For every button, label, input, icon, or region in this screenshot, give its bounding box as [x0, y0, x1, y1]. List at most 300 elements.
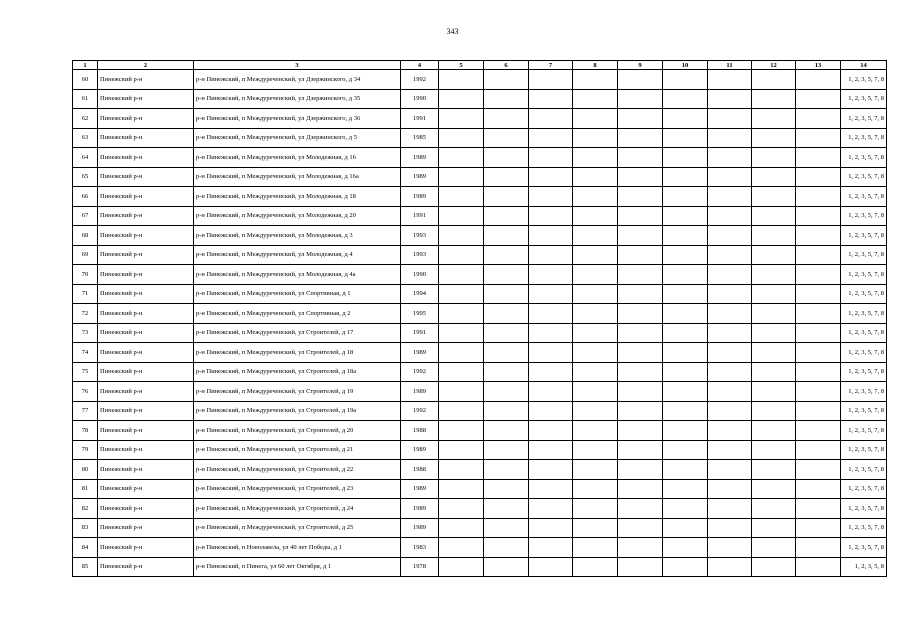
empty-cell-col-13: [796, 362, 841, 382]
codes-cell: 1, 2, 3, 5, 7, 8: [841, 109, 887, 129]
year-cell: 1993: [401, 245, 439, 265]
empty-cell-col-12: [752, 265, 796, 285]
empty-cell-col-11: [708, 70, 752, 90]
empty-cell-col-8: [573, 167, 618, 187]
empty-cell-col-11: [708, 557, 752, 577]
empty-cell-col-5: [439, 167, 484, 187]
empty-cell-col-5: [439, 401, 484, 421]
empty-cell-col-11: [708, 284, 752, 304]
empty-cell-col-12: [752, 557, 796, 577]
row-number: 65: [73, 167, 98, 187]
empty-cell-col-7: [529, 245, 573, 265]
empty-cell-col-9: [618, 557, 663, 577]
empty-cell-col-12: [752, 518, 796, 538]
table-row: [73, 440, 887, 460]
empty-cell-col-13: [796, 343, 841, 363]
district-cell: Пинежский р-н: [98, 401, 194, 421]
row-number: 79: [73, 440, 98, 460]
empty-cell-col-11: [708, 343, 752, 363]
empty-cell-col-11: [708, 167, 752, 187]
empty-cell-col-5: [439, 226, 484, 246]
year-cell: 1990: [401, 89, 439, 109]
empty-cell-col-6: [484, 304, 529, 324]
empty-cell-col-11: [708, 401, 752, 421]
year-cell: 1989: [401, 148, 439, 168]
empty-cell-col-6: [484, 343, 529, 363]
column-header-1: 1: [73, 61, 98, 70]
empty-cell-col-6: [484, 70, 529, 90]
year-cell: 1978: [401, 557, 439, 577]
empty-cell-col-12: [752, 70, 796, 90]
empty-cell-col-10: [663, 518, 708, 538]
empty-cell-col-9: [618, 538, 663, 558]
table-row: [73, 479, 887, 499]
empty-cell-col-9: [618, 70, 663, 90]
codes-cell: 1, 2, 3, 5, 7, 8: [841, 518, 887, 538]
empty-cell-col-9: [618, 518, 663, 538]
empty-cell-col-10: [663, 421, 708, 441]
empty-cell-col-5: [439, 245, 484, 265]
table-row: [73, 460, 887, 480]
empty-cell-col-7: [529, 187, 573, 207]
table-row: [73, 128, 887, 148]
empty-cell-col-8: [573, 343, 618, 363]
column-header-6: 6: [484, 61, 529, 70]
row-number: 78: [73, 421, 98, 441]
empty-cell-col-11: [708, 518, 752, 538]
table-row: [73, 304, 887, 324]
empty-cell-col-13: [796, 538, 841, 558]
year-cell: 1991: [401, 323, 439, 343]
row-number: 66: [73, 187, 98, 207]
codes-cell: 1, 2, 3, 5, 7, 8: [841, 382, 887, 402]
district-cell: Пинежский р-н: [98, 109, 194, 129]
empty-cell-col-6: [484, 557, 529, 577]
empty-cell-col-9: [618, 304, 663, 324]
empty-cell-col-12: [752, 187, 796, 207]
empty-cell-col-5: [439, 187, 484, 207]
empty-cell-col-5: [439, 323, 484, 343]
codes-cell: 1, 2, 3, 5, 7, 8: [841, 401, 887, 421]
empty-cell-col-12: [752, 421, 796, 441]
empty-cell-col-7: [529, 362, 573, 382]
empty-cell-col-11: [708, 206, 752, 226]
row-number: 64: [73, 148, 98, 168]
table-row: [73, 206, 887, 226]
empty-cell-col-6: [484, 226, 529, 246]
empty-cell-col-9: [618, 226, 663, 246]
row-number: 74: [73, 343, 98, 363]
table-row: [73, 401, 887, 421]
empty-cell-col-9: [618, 148, 663, 168]
address-cell: р-н Пинежский, п Междуреченский, ул Молодежная, д 3: [194, 226, 401, 246]
address-cell: р-н Пинежский, п Междуреченский, ул Молодежная, д 4: [194, 245, 401, 265]
empty-cell-col-13: [796, 70, 841, 90]
empty-cell-col-12: [752, 148, 796, 168]
empty-cell-col-12: [752, 304, 796, 324]
empty-cell-col-7: [529, 284, 573, 304]
empty-cell-col-5: [439, 206, 484, 226]
empty-cell-col-6: [484, 440, 529, 460]
empty-cell-col-6: [484, 187, 529, 207]
empty-cell-col-13: [796, 128, 841, 148]
empty-cell-col-8: [573, 128, 618, 148]
empty-cell-col-13: [796, 557, 841, 577]
empty-cell-col-5: [439, 89, 484, 109]
column-header-3: 3: [194, 61, 401, 70]
codes-cell: 1, 2, 3, 5, 7, 8: [841, 362, 887, 382]
codes-cell: 1, 2, 3, 5, 7, 8: [841, 343, 887, 363]
empty-cell-col-7: [529, 109, 573, 129]
empty-cell-col-8: [573, 187, 618, 207]
empty-cell-col-8: [573, 479, 618, 499]
empty-cell-col-5: [439, 148, 484, 168]
empty-cell-col-11: [708, 382, 752, 402]
column-header-7: 7: [529, 61, 573, 70]
empty-cell-col-6: [484, 128, 529, 148]
empty-cell-col-7: [529, 265, 573, 285]
table-row: [73, 167, 887, 187]
row-number: 73: [73, 323, 98, 343]
empty-cell-col-12: [752, 206, 796, 226]
empty-cell-col-13: [796, 226, 841, 246]
empty-cell-col-6: [484, 518, 529, 538]
empty-cell-col-6: [484, 109, 529, 129]
codes-cell: 1, 2, 3, 5, 7, 8: [841, 245, 887, 265]
district-cell: Пинежский р-н: [98, 128, 194, 148]
empty-cell-col-12: [752, 245, 796, 265]
empty-cell-col-9: [618, 460, 663, 480]
empty-cell-col-13: [796, 187, 841, 207]
empty-cell-col-6: [484, 167, 529, 187]
empty-cell-col-10: [663, 148, 708, 168]
empty-cell-col-13: [796, 89, 841, 109]
codes-cell: 1, 2, 3, 5, 7, 8: [841, 479, 887, 499]
row-number: 72: [73, 304, 98, 324]
year-cell: 1992: [401, 70, 439, 90]
empty-cell-col-9: [618, 167, 663, 187]
codes-cell: 1, 2, 3, 5, 7, 8: [841, 89, 887, 109]
empty-cell-col-13: [796, 421, 841, 441]
empty-cell-col-11: [708, 109, 752, 129]
table-row: [73, 265, 887, 285]
empty-cell-col-5: [439, 499, 484, 519]
column-header-2: 2: [98, 61, 194, 70]
empty-cell-col-10: [663, 245, 708, 265]
empty-cell-col-5: [439, 343, 484, 363]
empty-cell-col-10: [663, 187, 708, 207]
district-cell: Пинежский р-н: [98, 460, 194, 480]
empty-cell-col-10: [663, 479, 708, 499]
empty-cell-col-7: [529, 226, 573, 246]
year-cell: 1989: [401, 499, 439, 519]
empty-cell-col-6: [484, 245, 529, 265]
empty-cell-col-13: [796, 323, 841, 343]
empty-cell-col-5: [439, 557, 484, 577]
address-cell: р-н Пинежский, п Междуреченский, ул Спортивная, д 1: [194, 284, 401, 304]
empty-cell-col-12: [752, 382, 796, 402]
empty-cell-col-8: [573, 226, 618, 246]
empty-cell-col-8: [573, 109, 618, 129]
empty-cell-col-13: [796, 109, 841, 129]
district-cell: Пинежский р-н: [98, 518, 194, 538]
empty-cell-col-6: [484, 362, 529, 382]
empty-cell-col-8: [573, 362, 618, 382]
codes-cell: 1, 2, 3, 5, 7, 8: [841, 70, 887, 90]
address-cell: р-н Пинежский, п Междуреченский, ул Строителей, д 22: [194, 460, 401, 480]
empty-cell-col-8: [573, 284, 618, 304]
empty-cell-col-10: [663, 109, 708, 129]
empty-cell-col-6: [484, 401, 529, 421]
year-cell: 1985: [401, 128, 439, 148]
district-cell: Пинежский р-н: [98, 421, 194, 441]
district-cell: Пинежский р-н: [98, 245, 194, 265]
district-cell: Пинежский р-н: [98, 382, 194, 402]
empty-cell-col-11: [708, 538, 752, 558]
year-cell: 1993: [401, 226, 439, 246]
empty-cell-col-11: [708, 421, 752, 441]
empty-cell-col-7: [529, 538, 573, 558]
table-row: [73, 187, 887, 207]
address-cell: р-н Пинежский, п Междуреченский, ул Строителей, д 17: [194, 323, 401, 343]
empty-cell-col-10: [663, 401, 708, 421]
empty-cell-col-5: [439, 382, 484, 402]
empty-cell-col-7: [529, 343, 573, 363]
column-header-8: 8: [573, 61, 618, 70]
empty-cell-col-7: [529, 70, 573, 90]
year-cell: 1989: [401, 440, 439, 460]
table-row: [73, 421, 887, 441]
address-cell: р-н Пинежский, п Междуреченский, ул Молодежная, д 20: [194, 206, 401, 226]
table-row: [73, 109, 887, 129]
empty-cell-col-5: [439, 479, 484, 499]
table-row: [73, 382, 887, 402]
column-header-11: 11: [708, 61, 752, 70]
empty-cell-col-7: [529, 128, 573, 148]
empty-cell-col-13: [796, 382, 841, 402]
district-cell: Пинежский р-н: [98, 70, 194, 90]
year-cell: 1988: [401, 421, 439, 441]
table-row: [73, 245, 887, 265]
year-cell: 1991: [401, 109, 439, 129]
empty-cell-col-9: [618, 284, 663, 304]
year-cell: 1995: [401, 304, 439, 324]
year-cell: 1989: [401, 343, 439, 363]
empty-cell-col-8: [573, 421, 618, 441]
column-header-10: 10: [663, 61, 708, 70]
empty-cell-col-6: [484, 265, 529, 285]
empty-cell-col-11: [708, 265, 752, 285]
row-number: 60: [73, 70, 98, 90]
empty-cell-col-7: [529, 518, 573, 538]
empty-cell-col-12: [752, 323, 796, 343]
empty-cell-col-9: [618, 382, 663, 402]
empty-cell-col-5: [439, 538, 484, 558]
empty-cell-col-6: [484, 479, 529, 499]
empty-cell-col-5: [439, 518, 484, 538]
address-cell: р-н Пинежский, п Междуреченский, ул Строителей, д 19: [194, 382, 401, 402]
empty-cell-col-8: [573, 245, 618, 265]
row-number: 77: [73, 401, 98, 421]
empty-cell-col-10: [663, 304, 708, 324]
empty-cell-col-11: [708, 226, 752, 246]
empty-cell-col-10: [663, 70, 708, 90]
empty-cell-col-10: [663, 265, 708, 285]
empty-cell-col-7: [529, 401, 573, 421]
row-number: 71: [73, 284, 98, 304]
column-header-12: 12: [752, 61, 796, 70]
empty-cell-col-6: [484, 460, 529, 480]
housing-registry-table: [72, 60, 887, 577]
empty-cell-col-7: [529, 499, 573, 519]
codes-cell: 1, 2, 3, 5, 7, 8: [841, 538, 887, 558]
page-number: 343: [446, 27, 459, 36]
empty-cell-col-9: [618, 401, 663, 421]
codes-cell: 1, 2, 3, 5, 8: [841, 557, 887, 577]
year-cell: 1989: [401, 518, 439, 538]
empty-cell-col-10: [663, 362, 708, 382]
row-number: 70: [73, 265, 98, 285]
row-number: 85: [73, 557, 98, 577]
district-cell: Пинежский р-н: [98, 265, 194, 285]
empty-cell-col-8: [573, 323, 618, 343]
district-cell: Пинежский р-н: [98, 343, 194, 363]
empty-cell-col-9: [618, 421, 663, 441]
column-header-4: 4: [401, 61, 439, 70]
empty-cell-col-10: [663, 460, 708, 480]
empty-cell-col-13: [796, 284, 841, 304]
empty-cell-col-9: [618, 206, 663, 226]
empty-cell-col-7: [529, 557, 573, 577]
address-cell: р-н Пинежский, п Пинега, ул 60 лет Октября, д 1: [194, 557, 401, 577]
row-number: 83: [73, 518, 98, 538]
empty-cell-col-5: [439, 440, 484, 460]
empty-cell-col-11: [708, 187, 752, 207]
empty-cell-col-8: [573, 70, 618, 90]
empty-cell-col-9: [618, 323, 663, 343]
district-cell: Пинежский р-н: [98, 499, 194, 519]
district-cell: Пинежский р-н: [98, 167, 194, 187]
district-cell: Пинежский р-н: [98, 89, 194, 109]
table-row: [73, 148, 887, 168]
row-number: 67: [73, 206, 98, 226]
address-cell: р-н Пинежский, п Междуреченский, ул Строителей, д 25: [194, 518, 401, 538]
district-cell: Пинежский р-н: [98, 206, 194, 226]
row-number: 68: [73, 226, 98, 246]
empty-cell-col-12: [752, 538, 796, 558]
empty-cell-col-5: [439, 109, 484, 129]
empty-cell-col-8: [573, 518, 618, 538]
empty-cell-col-9: [618, 245, 663, 265]
row-number: 76: [73, 382, 98, 402]
empty-cell-col-10: [663, 499, 708, 519]
empty-cell-col-5: [439, 265, 484, 285]
codes-cell: 1, 2, 3, 5, 7, 8: [841, 187, 887, 207]
row-number: 62: [73, 109, 98, 129]
address-cell: р-н Пинежский, п Междуреченский, ул Дзержинского, д 35: [194, 89, 401, 109]
column-header-13: 13: [796, 61, 841, 70]
empty-cell-col-6: [484, 148, 529, 168]
empty-cell-col-10: [663, 206, 708, 226]
year-cell: 1989: [401, 167, 439, 187]
table-row: [73, 70, 887, 90]
table-row: [73, 89, 887, 109]
empty-cell-col-12: [752, 440, 796, 460]
year-cell: 1989: [401, 382, 439, 402]
empty-cell-col-5: [439, 70, 484, 90]
empty-cell-col-9: [618, 89, 663, 109]
empty-cell-col-10: [663, 440, 708, 460]
row-number: 75: [73, 362, 98, 382]
empty-cell-col-13: [796, 499, 841, 519]
address-cell: р-н Пинежский, п Междуреченский, ул Строителей, д 24: [194, 499, 401, 519]
empty-cell-col-10: [663, 343, 708, 363]
codes-cell: 1, 2, 3, 5, 7, 8: [841, 284, 887, 304]
table-row: [73, 362, 887, 382]
empty-cell-col-9: [618, 499, 663, 519]
year-cell: 1991: [401, 206, 439, 226]
year-cell: 1992: [401, 401, 439, 421]
empty-cell-col-9: [618, 128, 663, 148]
header-row: [73, 61, 887, 70]
table-row: [73, 323, 887, 343]
empty-cell-col-10: [663, 128, 708, 148]
empty-cell-col-13: [796, 245, 841, 265]
empty-cell-col-10: [663, 382, 708, 402]
row-number: 69: [73, 245, 98, 265]
table-row: [73, 284, 887, 304]
empty-cell-col-6: [484, 89, 529, 109]
empty-cell-col-7: [529, 206, 573, 226]
empty-cell-col-6: [484, 323, 529, 343]
codes-cell: 1, 2, 3, 5, 7, 8: [841, 265, 887, 285]
empty-cell-col-9: [618, 109, 663, 129]
empty-cell-col-11: [708, 460, 752, 480]
empty-cell-col-9: [618, 479, 663, 499]
empty-cell-col-8: [573, 206, 618, 226]
empty-cell-col-5: [439, 460, 484, 480]
row-number: 80: [73, 460, 98, 480]
empty-cell-col-5: [439, 284, 484, 304]
year-cell: 1989: [401, 187, 439, 207]
empty-cell-col-13: [796, 401, 841, 421]
codes-cell: 1, 2, 3, 5, 7, 8: [841, 128, 887, 148]
table-row: [73, 538, 887, 558]
empty-cell-col-13: [796, 265, 841, 285]
empty-cell-col-6: [484, 499, 529, 519]
address-cell: р-н Пинежский, п Междуреченский, ул Молодежная, д 16а: [194, 167, 401, 187]
district-cell: Пинежский р-н: [98, 226, 194, 246]
empty-cell-col-13: [796, 167, 841, 187]
empty-cell-col-11: [708, 362, 752, 382]
codes-cell: 1, 2, 3, 5, 7, 8: [841, 148, 887, 168]
empty-cell-col-9: [618, 187, 663, 207]
empty-cell-col-7: [529, 304, 573, 324]
address-cell: р-н Пинежский, п Междуреченский, ул Дзержинского, д 36: [194, 109, 401, 129]
empty-cell-col-9: [618, 362, 663, 382]
district-cell: Пинежский р-н: [98, 323, 194, 343]
year-cell: 1983: [401, 538, 439, 558]
codes-cell: 1, 2, 3, 5, 7, 8: [841, 440, 887, 460]
empty-cell-col-6: [484, 382, 529, 402]
empty-cell-col-8: [573, 382, 618, 402]
codes-cell: 1, 2, 3, 5, 7, 8: [841, 323, 887, 343]
empty-cell-col-12: [752, 128, 796, 148]
empty-cell-col-5: [439, 362, 484, 382]
empty-cell-col-5: [439, 304, 484, 324]
empty-cell-col-5: [439, 421, 484, 441]
empty-cell-col-12: [752, 460, 796, 480]
